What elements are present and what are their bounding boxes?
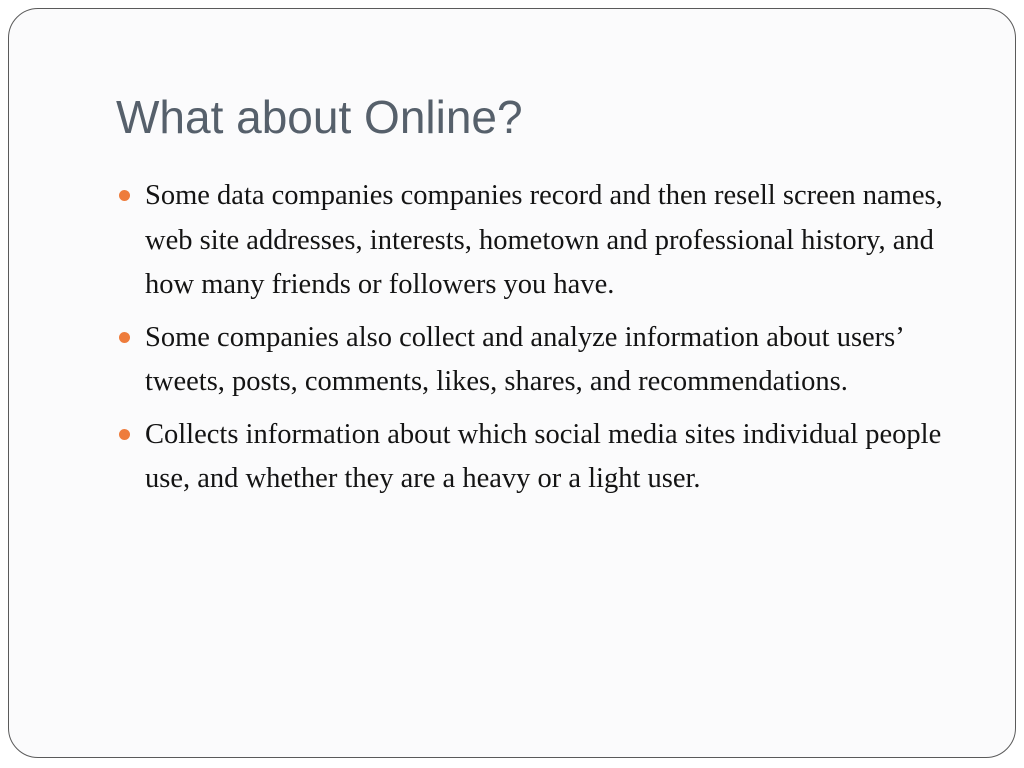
bullet-dot-icon bbox=[119, 429, 130, 440]
bullet-dot-icon bbox=[119, 332, 130, 343]
bullet-text: Some companies also collect and analyze information about users’ tweets, posts, comments, likes, shares, and recommendations. bbox=[145, 321, 903, 397]
bullet-dot-icon bbox=[119, 190, 130, 201]
bullet-item bbox=[117, 174, 962, 308]
bullet-item bbox=[117, 413, 962, 502]
bullet-item bbox=[117, 316, 962, 405]
bullet-text: Collects information about which social media sites individual people use, and whether they are a heavy or a light user. bbox=[145, 418, 942, 494]
bullet-text: Some data companies companies record and then resell screen names, web site addresses, interests, hometown and professional history, and how many friends or followers you have. bbox=[145, 180, 943, 300]
slide-title: What about Online? bbox=[116, 91, 523, 143]
slide-frame bbox=[8, 8, 1016, 758]
bullet-list bbox=[117, 174, 962, 510]
